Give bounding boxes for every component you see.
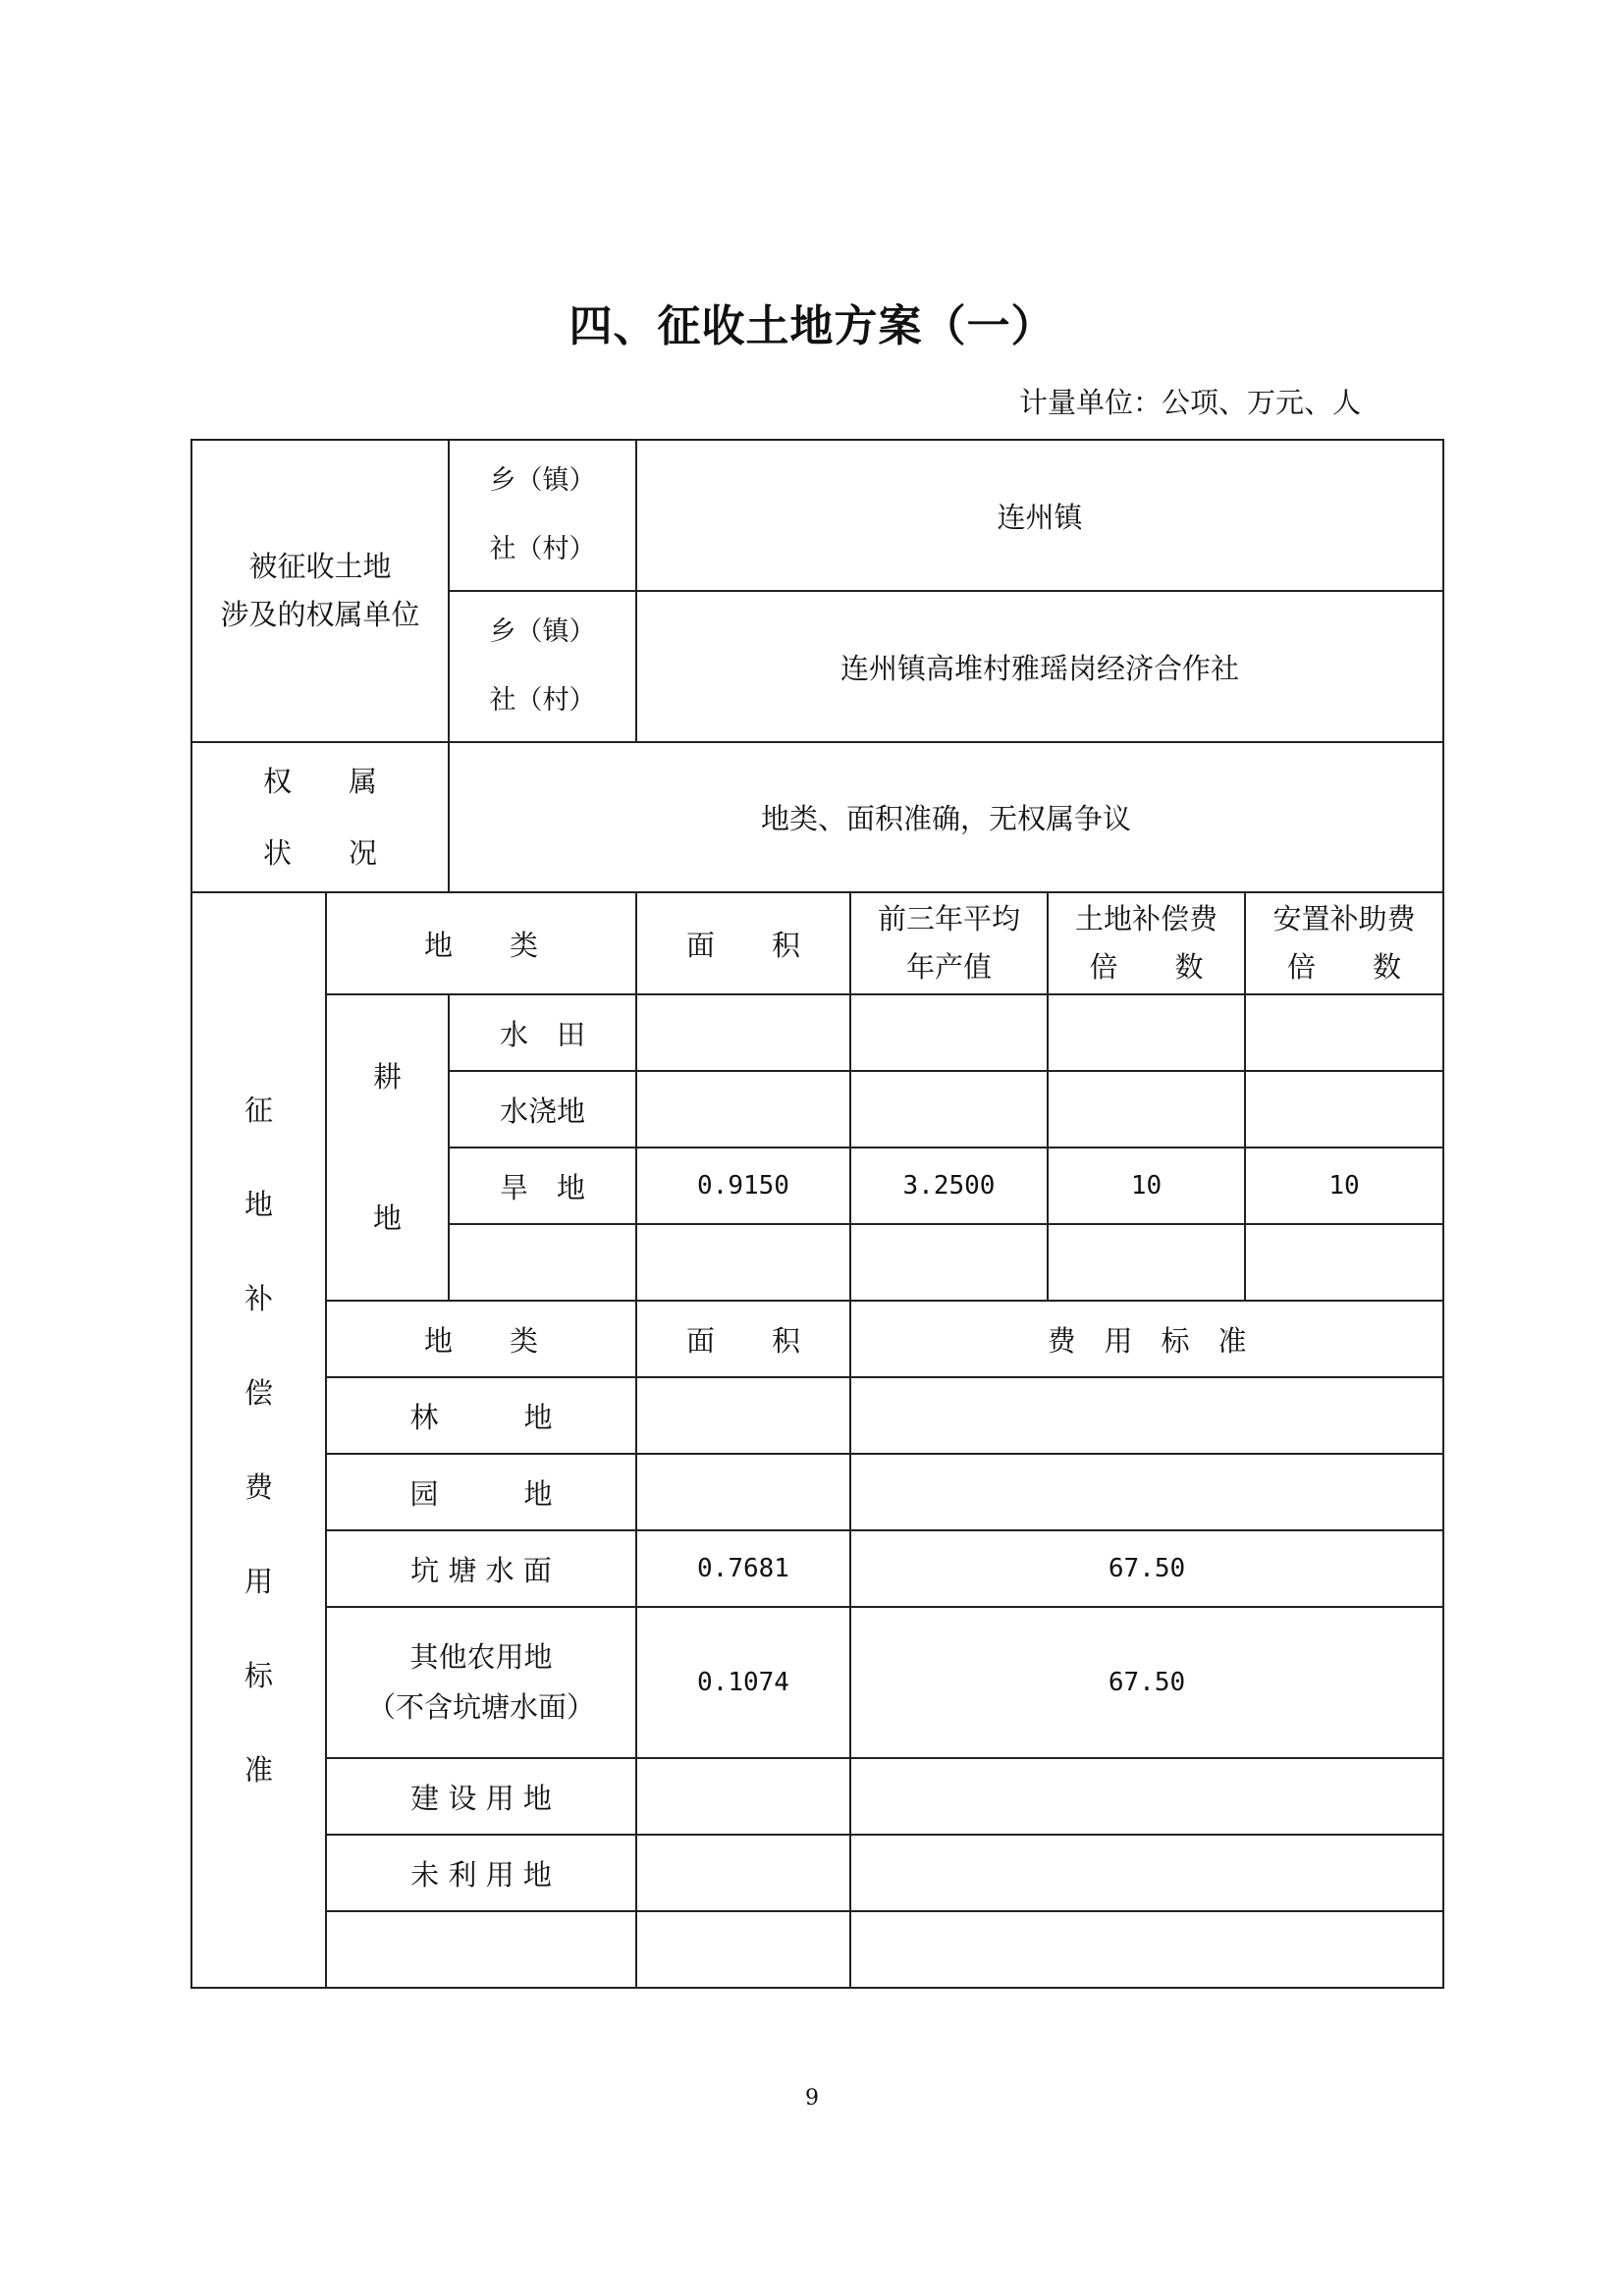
side-char: 偿 — [244, 1376, 273, 1410]
avg-output-cell — [850, 1071, 1048, 1148]
side-char: 费 — [244, 1470, 273, 1504]
fee-standard-cell — [850, 1377, 1443, 1454]
avg-output-cell — [850, 994, 1048, 1071]
side-char: 准 — [244, 1753, 273, 1787]
land-type-cell: 园 地 — [326, 1454, 636, 1530]
compensation-side-label — [191, 892, 326, 1988]
fee-standard-cell — [850, 1454, 1443, 1530]
fee-standard-cell — [850, 1758, 1443, 1835]
land-type-cell: 水 田 — [449, 994, 636, 1071]
area-cell — [636, 1454, 850, 1530]
cultivated-group-label — [326, 994, 449, 1301]
col-header-land-type: 地 类 — [326, 1301, 636, 1377]
township-label: 乡（镇） — [489, 464, 596, 496]
status-label-line1: 权 属 — [262, 765, 377, 798]
side-char: 地 — [244, 1188, 273, 1221]
status-label — [191, 742, 449, 892]
col-header-resettle-multiple: 安置补助费倍 数 — [1245, 892, 1443, 994]
land-type-cell: 建 设 用 地 — [326, 1758, 636, 1835]
side-char: 补 — [244, 1282, 273, 1315]
ownership-level-label — [449, 440, 636, 591]
col-header-comp-multiple: 土地补偿费倍 数 — [1048, 892, 1245, 994]
group-char: 耕 — [372, 1060, 402, 1094]
ownership-header-line1: 被征收土地 — [248, 549, 392, 583]
comp-multiple-cell — [1048, 994, 1245, 1071]
ownership-value: 连州镇 — [636, 440, 1443, 591]
fee-standard-cell — [850, 1835, 1443, 1911]
page-title: 四、征收土地方案（一） — [568, 301, 1056, 351]
comp-multiple-cell — [1048, 1071, 1245, 1148]
area-cell — [636, 1224, 850, 1301]
resettle-multiple-cell: 10 — [1245, 1148, 1443, 1224]
comp-multiple-cell — [1048, 1224, 1245, 1301]
fee-standard-cell: 67.50 — [850, 1607, 1443, 1758]
unit-note: 计量单位：公项、万元、人 — [1018, 386, 1361, 419]
village-label: 社（村） — [489, 685, 596, 716]
area-cell — [636, 994, 850, 1071]
land-type-cell: 未 利 用 地 — [326, 1835, 636, 1911]
side-char: 征 — [244, 1094, 273, 1127]
area-cell — [636, 1377, 850, 1454]
resettle-multiple-cell — [1245, 994, 1443, 1071]
status-label-line2: 状 况 — [262, 835, 377, 870]
side-char: 标 — [244, 1659, 273, 1692]
resettle-multiple-cell — [1245, 1224, 1443, 1301]
avg-output-cell: 3.2500 — [850, 1148, 1048, 1224]
ownership-level-label — [449, 591, 636, 742]
status-value: 地类、面积准确，无权属争议 — [449, 742, 1443, 892]
fee-standard-cell: 67.50 — [850, 1530, 1443, 1607]
resettle-multiple-cell — [1245, 1071, 1443, 1148]
group-char: 地 — [372, 1201, 402, 1235]
land-type-cell: 林 地 — [326, 1377, 636, 1454]
land-type-line1: 其他农用地 — [409, 1640, 553, 1675]
col-header-area: 面 积 — [636, 1301, 850, 1377]
col-header-land-type: 地 类 — [326, 892, 636, 994]
land-type-cell — [449, 1224, 636, 1301]
area-cell: 0.1074 — [636, 1607, 850, 1758]
ownership-header-line2: 涉及的权属单位 — [220, 598, 420, 631]
land-type-cell: 坑 塘 水 面 — [326, 1530, 636, 1607]
fee-standard-cell — [850, 1911, 1443, 1988]
area-cell: 0.9150 — [636, 1148, 850, 1224]
area-cell: 0.7681 — [636, 1530, 850, 1607]
page-number: 9 — [805, 2086, 819, 2110]
area-cell — [636, 1911, 850, 1988]
col-header-fee-standard: 费 用 标 准 — [850, 1301, 1443, 1377]
land-type-cell — [326, 1911, 636, 1988]
ownership-value: 连州镇高堆村雅瑶岗经济合作社 — [636, 591, 1443, 742]
land-type-cell: 水浇地 — [449, 1071, 636, 1148]
township-label: 乡（镇） — [489, 615, 596, 647]
area-cell — [636, 1835, 850, 1911]
land-acquisition-table — [190, 439, 1444, 1989]
col-header-avg-output: 前三年平均年产值 — [850, 892, 1048, 994]
avg-output-cell — [850, 1224, 1048, 1301]
col-header-area: 面 积 — [636, 892, 850, 994]
area-cell — [636, 1758, 850, 1835]
comp-multiple-cell: 10 — [1048, 1148, 1245, 1224]
side-char: 用 — [244, 1565, 273, 1598]
land-type-cell: 旱 地 — [449, 1148, 636, 1224]
land-type-cell — [326, 1607, 636, 1758]
village-label: 社（村） — [489, 534, 596, 564]
ownership-header — [191, 440, 449, 742]
land-type-line2: （不含坑塘水面） — [366, 1690, 595, 1724]
area-cell — [636, 1071, 850, 1148]
